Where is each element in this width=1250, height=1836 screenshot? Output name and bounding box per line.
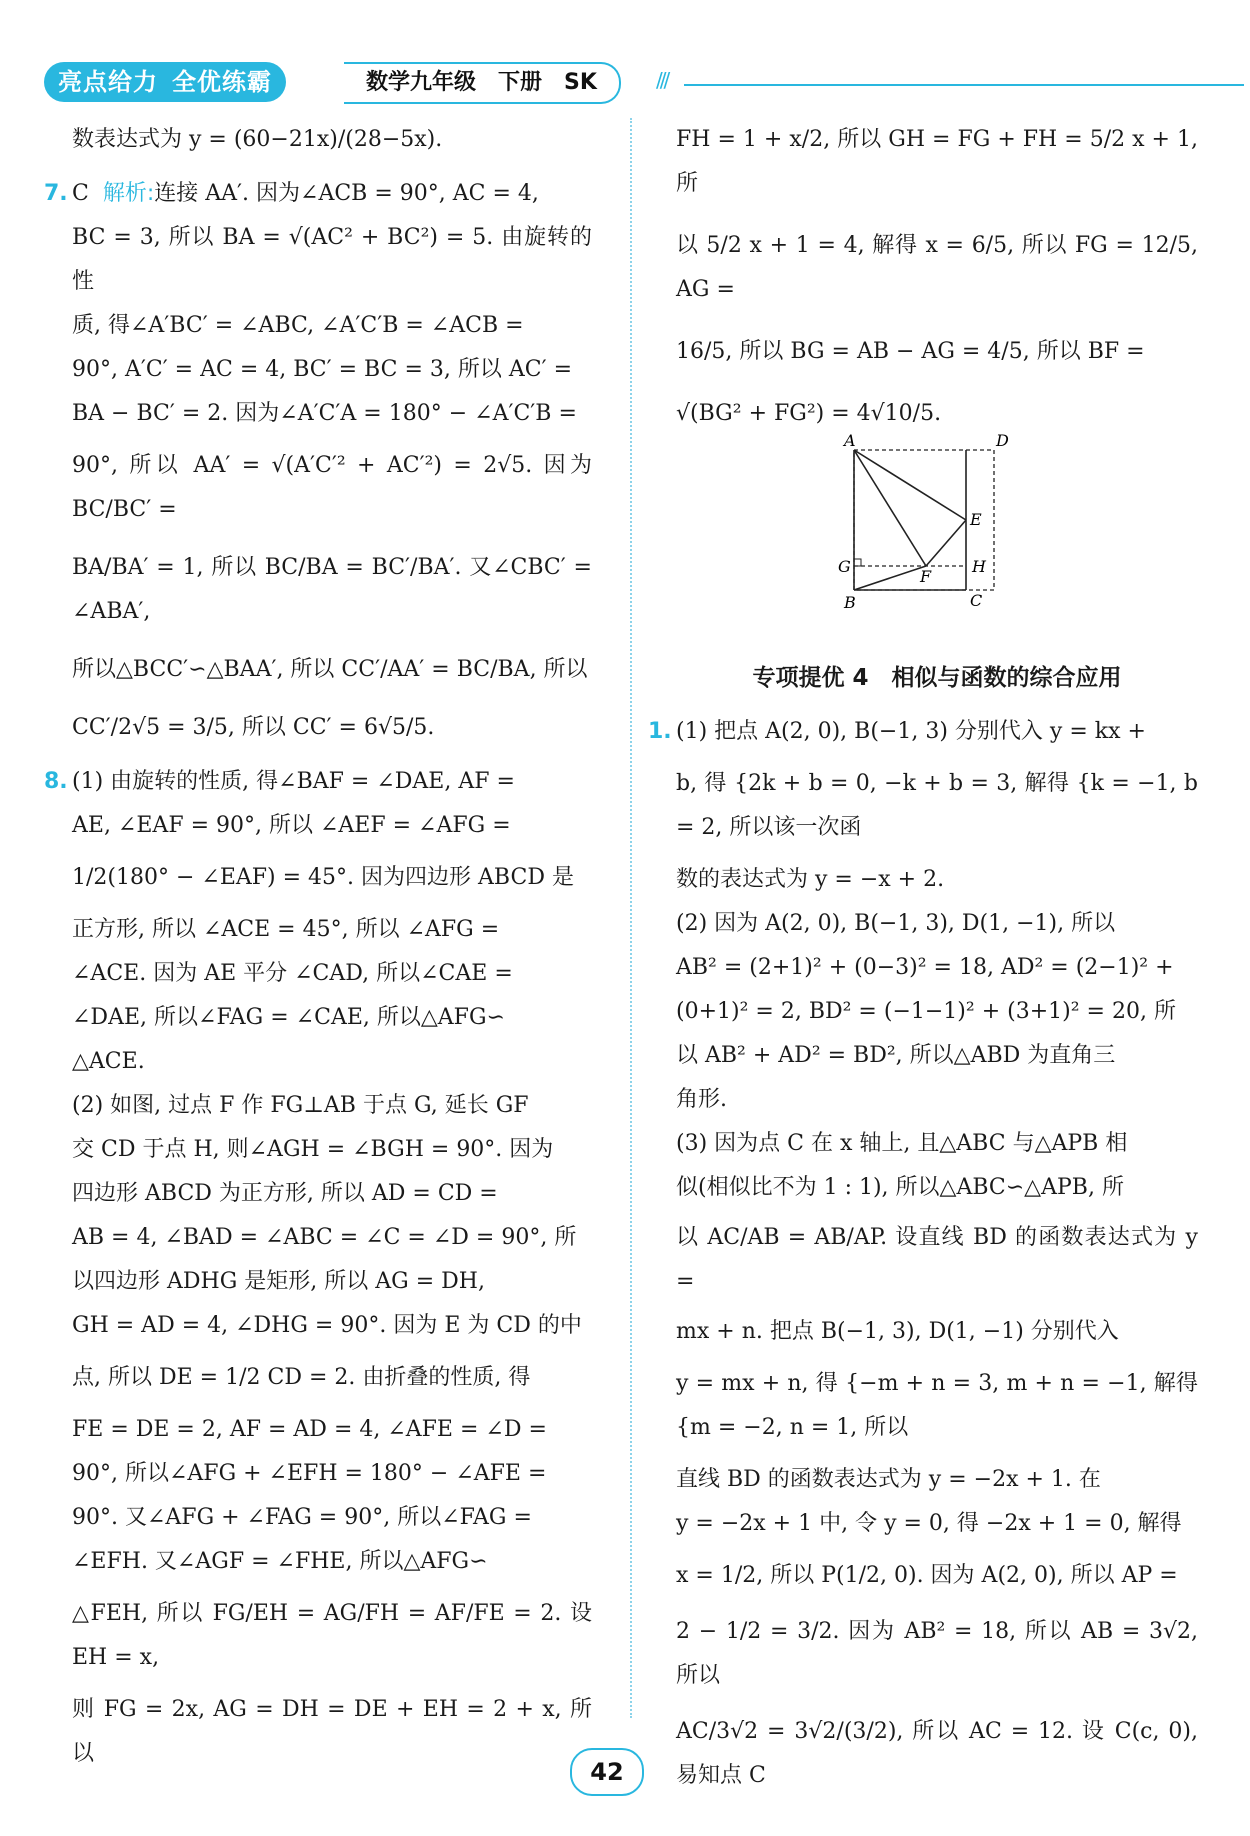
text-line: (2) 因为 A(2, 0), B(−1, 3), D(1, −1), 所以: [676, 911, 1116, 936]
text-line: 四边形 ABCD 为正方形, 所以 AD = CD =: [72, 1181, 498, 1206]
text-line: BA/BA′ = 1, 所以 BC/BA = BC′/BA′. 又∠CBC′ = ∠ABA′,: [72, 555, 592, 624]
left-column: [44, 118, 592, 1776]
text-line: 以 5/2 x + 1 = 4, 解得 x = 6/5, 所以 FG = 12/5, AG =: [676, 233, 1198, 302]
label-f: F: [920, 567, 932, 586]
header-slash-decoration: ///: [656, 68, 668, 92]
question-8: [44, 760, 592, 804]
brand-subtitle: 全优练霸: [172, 68, 272, 96]
square-fold-figure: [834, 430, 1014, 610]
text-line: y = −2x + 1 中, 令 y = 0, 得 −2x + 1 = 0, 解得: [676, 1511, 1182, 1536]
text-line: CC′/2√5 = 3/5, 所以 CC′ = 6√5/5.: [72, 715, 435, 740]
label-g: G: [838, 557, 851, 576]
text-line: (3) 因为点 C 在 x 轴上, 且△ABC 与△APB 相: [676, 1131, 1128, 1156]
label-a: A: [844, 431, 856, 450]
brand-banner: [44, 62, 286, 102]
label-c: C: [970, 591, 983, 610]
segment-af: [854, 450, 926, 566]
label-d: D: [996, 431, 1009, 450]
page-header: [44, 62, 1204, 102]
text-line: (2) 如图, 过点 F 作 FG⊥AB 于点 G, 延长 GF: [72, 1093, 529, 1118]
text-line: 则 FG = 2x, AG = DH = DE + EH = 2 + x, 所以: [72, 1697, 592, 1766]
text-line: △ACE.: [72, 1049, 145, 1074]
text-line: 连接 AA′. 因为∠ACB = 90°, AC = 4,: [154, 181, 539, 206]
text-line: 以四边形 ADHG 是矩形, 所以 AG = DH,: [72, 1269, 485, 1294]
question-number: 1.: [648, 719, 672, 744]
text-line: (1) 把点 A(2, 0), B(−1, 3) 分别代入 y = kx +: [676, 719, 1146, 744]
edition-label: SK: [564, 70, 597, 95]
text-line: AC/3√2 = 3√2/(3/2), 所以 AC = 12. 设 C(c, 0), 易知点 C: [676, 1719, 1198, 1788]
analysis-label: 解析:: [102, 181, 155, 206]
column-divider: [630, 118, 632, 1718]
text-line: BC = 3, 所以 BA = √(AC² + BC²) = 5. 由旋转的性: [72, 225, 592, 294]
book-info: [344, 62, 621, 104]
text-line: AB = 4, ∠BAD = ∠ABC = ∠C = ∠D = 90°, 所: [72, 1225, 577, 1250]
question-number: 7.: [44, 181, 68, 206]
segment-ae: [854, 450, 966, 520]
question-7: [44, 172, 592, 216]
text-line: 90°. 又∠AFG + ∠FAG = 90°, 所以∠FAG =: [72, 1505, 532, 1530]
text-line: △FEH, 所以 FG/EH = AG/FH = AF/FE = 2. 设 EH = x,: [72, 1601, 592, 1670]
text-line: 质, 得∠A′BC′ = ∠ABC, ∠A′C′B = ∠ACB =: [72, 313, 524, 338]
right-column: [648, 118, 1198, 1798]
segment-bf: [854, 566, 926, 590]
text-line: x = 1/2, 所以 P(1/2, 0). 因为 A(2, 0), 所以 AP =: [676, 1563, 1178, 1588]
answer-choice: C: [72, 181, 89, 206]
text-line: 所以△BCC′∽△BAA′, 所以 CC′/AA′ = BC/BA, 所以: [72, 657, 588, 682]
volume-label: 下册: [498, 70, 543, 95]
text-line: 数表达式为 y = (60−21x)/(28−5x).: [72, 127, 443, 152]
text-line: 点, 所以 DE = 1/2 CD = 2. 由折叠的性质, 得: [72, 1365, 531, 1390]
header-rule: [684, 84, 1244, 86]
question-1: [648, 710, 1198, 754]
text-line: y = mx + n, 得 {−m + n = 3, m + n = −1, 解得 {m = −2, n = 1, 所以: [676, 1371, 1198, 1440]
text-line: 以 AC/AB = AB/AP. 设直线 BD 的函数表达式为 y =: [676, 1225, 1198, 1294]
text-line: 90°, 所以 AA′ = √(A′C′² + AC′²) = 2√5. 因为 BC/BC′ =: [72, 453, 592, 522]
text-line: √(BG² + FG²) = 4√10/5.: [676, 401, 942, 426]
question-number: 8.: [44, 769, 68, 794]
text-line: 2 − 1/2 = 3/2. 因为 AB² = 18, 所以 AB = 3√2, 所以: [676, 1619, 1198, 1688]
text-line: 交 CD 于点 H, 则∠AGH = ∠BGH = 90°. 因为: [72, 1137, 554, 1162]
segment-fe: [926, 520, 966, 566]
text-line: 90°, A′C′ = AC = 4, BC′ = BC = 3, 所以 AC′ =: [72, 357, 573, 382]
label-e: E: [970, 510, 982, 529]
label-h: H: [972, 557, 986, 576]
text-line: (1) 由旋转的性质, 得∠BAF = ∠DAE, AF =: [72, 769, 515, 794]
text-line: mx + n. 把点 B(−1, 3), D(1, −1) 分别代入: [676, 1319, 1119, 1344]
label-b: B: [844, 593, 856, 610]
right-angle-mark: [854, 559, 861, 566]
text-line: (0+1)² = 2, BD² = (−1−1)² + (3+1)² = 20, 所: [676, 999, 1176, 1024]
text-line: 似(相似比不为 1 : 1), 所以△ABC∽△APB, 所: [676, 1175, 1124, 1200]
text-line: b, 得 {2k + b = 0, −k + b = 3, 解得 {k = −1, b = 2, 所以该一次函: [676, 771, 1198, 840]
page-number: 42: [570, 1748, 644, 1796]
text-line: 数的表达式为 y = −x + 2.: [676, 867, 945, 892]
text-line: FE = DE = 2, AF = AD = 4, ∠AFE = ∠D =: [72, 1417, 547, 1442]
text-line: FH = 1 + x/2, 所以 GH = FG + FH = 5/2 x + 1, 所: [676, 127, 1198, 196]
text-line: ∠ACE. 因为 AE 平分 ∠CAD, 所以∠CAE =: [72, 961, 513, 986]
text-line: 以 AB² + AD² = BD², 所以△ABD 为直角三: [676, 1043, 1116, 1068]
text-line: ∠EFH. 又∠AGF = ∠FHE, 所以△AFG∽: [72, 1549, 488, 1574]
text-line: 90°, 所以∠AFG + ∠EFH = 180° − ∠AFE =: [72, 1461, 547, 1486]
text-line: ∠DAE, 所以∠FAG = ∠CAE, 所以△AFG∽: [72, 1005, 505, 1030]
text-line: BA − BC′ = 2. 因为∠A′C′A = 180° − ∠A′C′B =: [72, 401, 577, 426]
text-line: 正方形, 所以 ∠ACE = 45°, 所以 ∠AFG =: [72, 917, 500, 942]
text-line: 直线 BD 的函数表达式为 y = −2x + 1. 在: [676, 1467, 1101, 1492]
text-line: GH = AD = 4, ∠DHG = 90°. 因为 E 为 CD 的中: [72, 1313, 582, 1338]
text-line: 角形.: [676, 1087, 727, 1112]
text-line: AB² = (2+1)² + (0−3)² = 18, AD² = (2−1)² +: [676, 955, 1174, 980]
section-title: 专项提优 4 相似与函数的综合应用: [752, 665, 1122, 691]
brand-title: 亮点给力: [58, 68, 158, 96]
text-line: 1/2(180° − ∠EAF) = 45°. 因为四边形 ABCD 是: [72, 865, 574, 890]
text-line: AE, ∠EAF = 90°, 所以 ∠AEF = ∠AFG =: [72, 813, 511, 838]
text-line: 16/5, 所以 BG = AB − AG = 4/5, 所以 BF =: [676, 339, 1145, 364]
subject-label: 数学九年级: [366, 70, 477, 95]
